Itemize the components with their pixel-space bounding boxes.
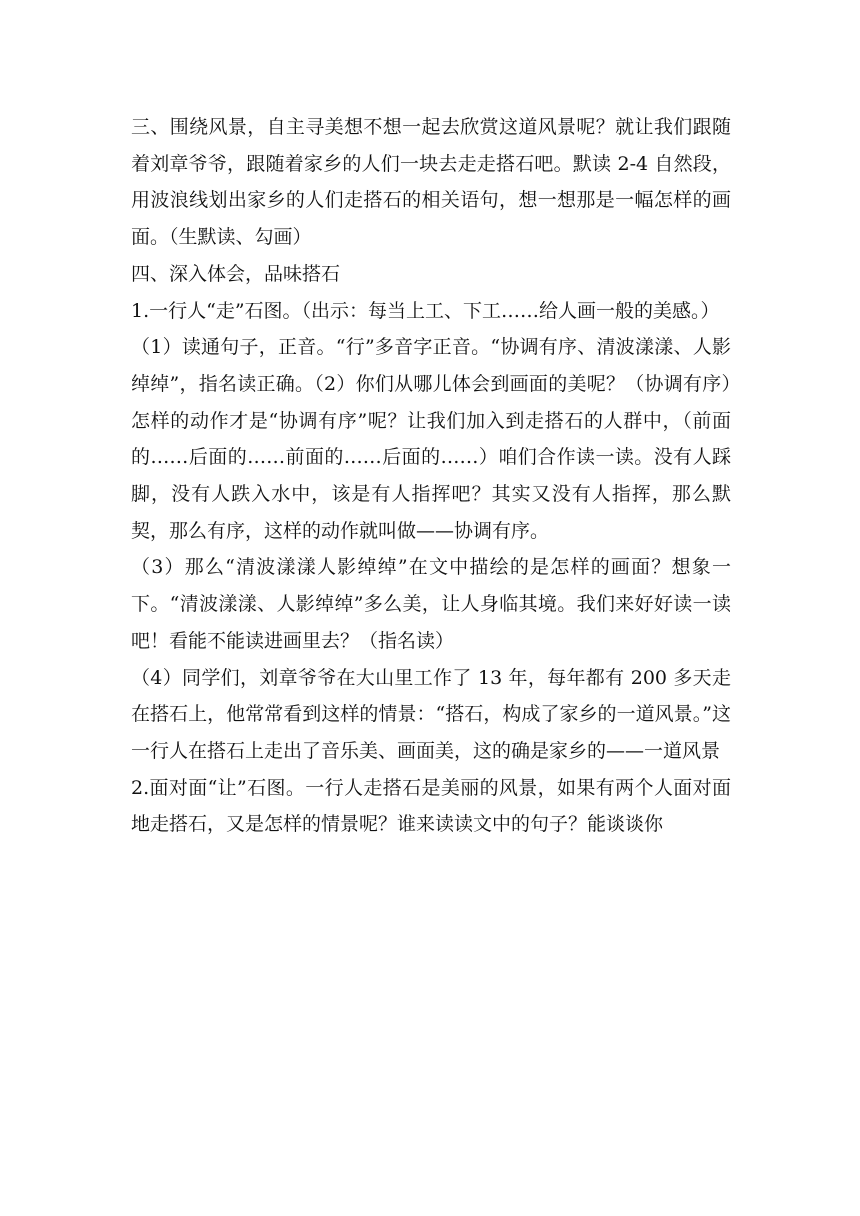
paragraph-item-1-sub-1-2: （1）读通句子，正音。“行”多音字正音。“协调有序、清波漾漾、人影绰绰”，指名读正确。（2）你们从哪儿体会到画面的美呢？（协调有序）怎样的动作才是“协调有序”呢？让我们加入到走搭石的人群中，（前面的……后面的……前面的……后面的……）咱们合作读一读。没有人踩脚，没有人跌入水中，该是有人指挥吧？其实又没有人指挥，那么默契，那么有序，这样的动作就叫做——协调有序。: [131, 336, 731, 542]
paragraph-item-1-sub-3: （3）那么“清波漾漾人影绰绰”在文中描绘的是怎样的画面？想象一下。“清波漾漾、人影绰绰”多么美，让人身临其境。我们来好好读一读吧！看能不能读进画里去？（指名读）: [131, 556, 731, 652]
paragraph-item-1: 1.一行人“走”石图。（出示：每当上工、下工……给人画一般的美感。）: [131, 299, 720, 322]
document-body: [131, 109, 731, 843]
paragraph-section-four-heading: 四、深入体会，品味搭石: [131, 262, 341, 285]
paragraph-item-2: 2.面对面“让”石图。一行人走搭石是美丽的风景，如果有两个人面对面地走搭石，又是怎样的情景呢？谁来读读文中的句子？能谈谈你: [131, 776, 731, 836]
paragraph-item-1-sub-4: （4）同学们，刘章爷爷在大山里工作了 13 年，每年都有 200 多天走在搭石上，他常常看到这样的情景：“搭石，构成了家乡的一道风景。”这一行人在搭石上走出了音乐美、画面美，这的确是家乡的——一道风景: [131, 666, 731, 762]
paragraph-section-three: 三、围绕风景，自主寻美想不想一起去欣赏这道风景呢？就让我们跟随着刘章爷爷，跟随着家乡的人们一块去走走搭石吧。默读 2-4 自然段，用波浪线划出家乡的人们走搭石的相关语句，想一想那是一幅怎样的画面。（生默读、勾画）: [131, 116, 731, 249]
